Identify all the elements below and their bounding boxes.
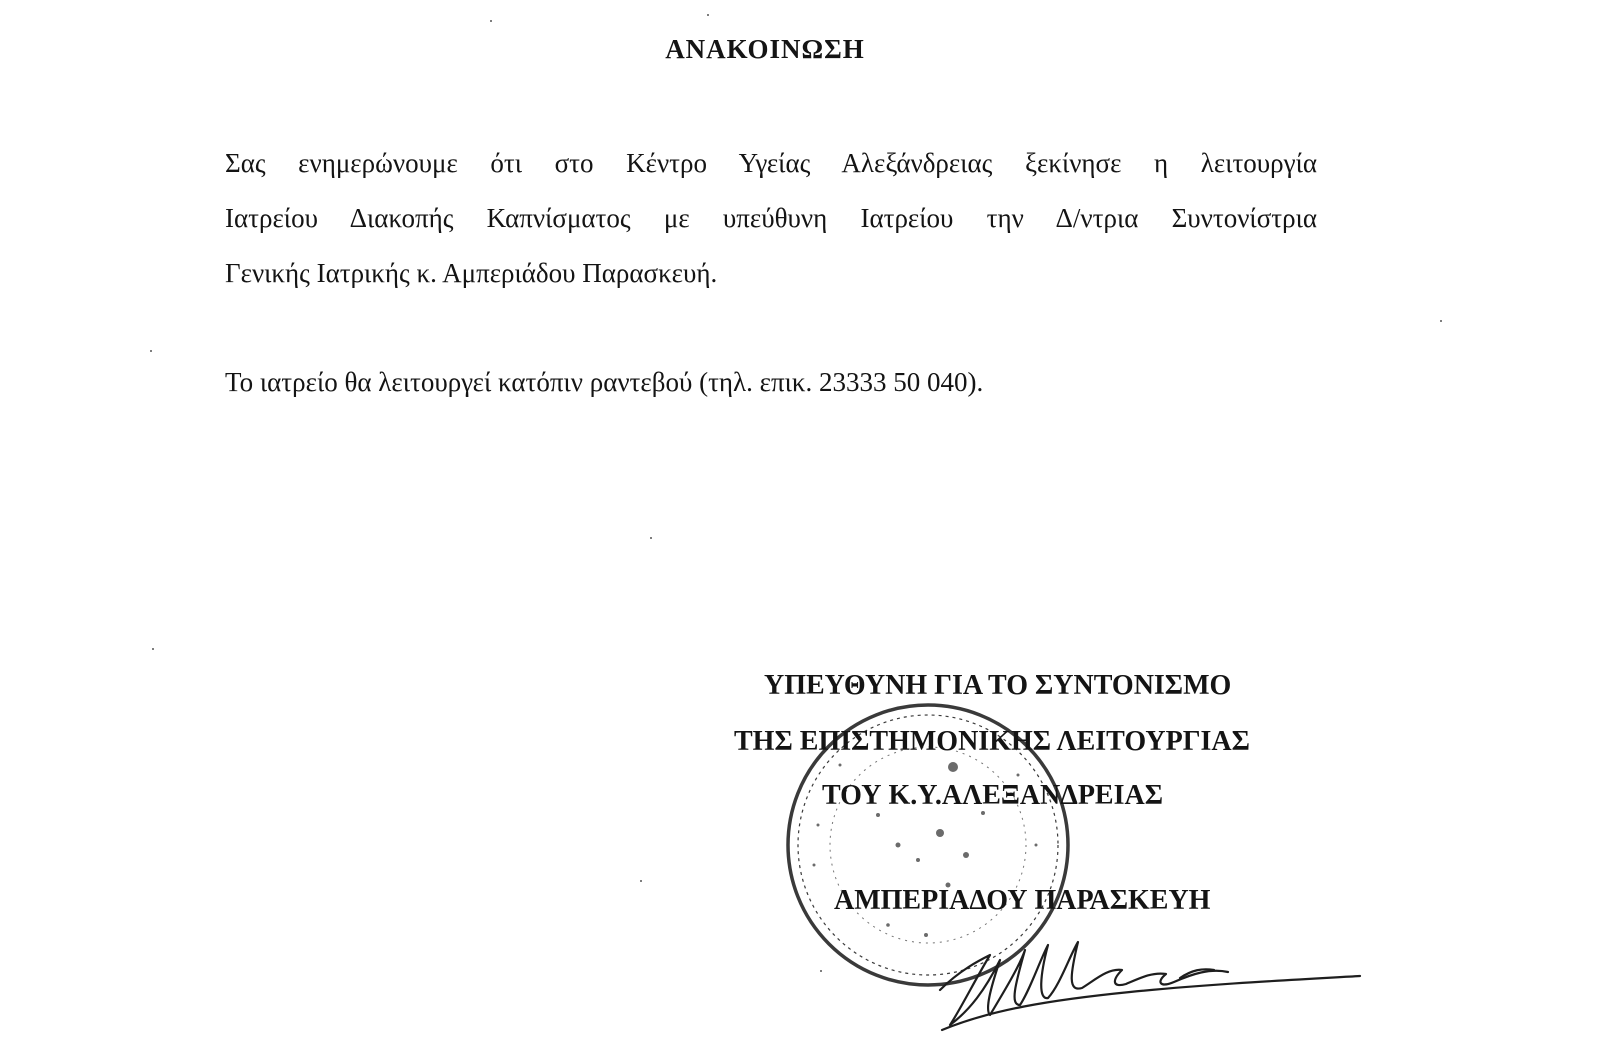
signatory-organization: ΤΟΥ Κ.Υ.ΑΛΕΞΑΝΔΡΕΙΑΣ bbox=[822, 780, 1164, 811]
scan-speck bbox=[1440, 320, 1442, 322]
scan-speck bbox=[820, 970, 822, 972]
paragraph-line: Ιατρείου Διακοπής Καπνίσματος με υπεύθυνη Ιατρείου την Δ/ντρια Συντονίστρια bbox=[225, 203, 1317, 233]
paragraph-line: Σας ενημερώνουμε ότι στο Κέντρο Υγείας Αλεξάνδρειας ξεκίνησε η λειτουργία bbox=[225, 148, 1317, 178]
scan-speck bbox=[650, 537, 652, 539]
scan-speck bbox=[152, 648, 154, 650]
paragraph-announcement bbox=[225, 136, 1317, 301]
signatory-role-line: ΥΠΕΥΘΥΝΗ ΓΙΑ ΤΟ ΣΥΝΤΟΝΙΣΜΟ bbox=[764, 670, 1232, 701]
paragraph-appointment bbox=[225, 355, 1317, 410]
scan-speck bbox=[490, 20, 492, 22]
document-title: ΑΝΑΚΟΙΝΩΣΗ bbox=[665, 34, 865, 64]
signatory-role-line: ΤΗΣ ΕΠΙΣΤΗΜΟΝΙΚΗΣ ΛΕΙΤΟΥΡΓΙΑΣ bbox=[734, 726, 1250, 757]
scan-speck bbox=[640, 880, 642, 882]
scan-speck bbox=[150, 350, 152, 352]
paragraph-line: Γενικής Ιατρικής κ. Αμπεριάδου Παρασκευή. bbox=[225, 258, 718, 288]
scan-speck bbox=[707, 14, 709, 16]
paragraph-line: Το ιατρείο θα λειτουργεί κατόπιν ραντεβού (τηλ. επικ. 23333 50 040). bbox=[225, 367, 984, 397]
signature-icon bbox=[930, 930, 1410, 1040]
signatory-name: ΑΜΠΕΡΙΑΔΟΥ ΠΑΡΑΣΚΕΥΗ bbox=[834, 885, 1211, 916]
